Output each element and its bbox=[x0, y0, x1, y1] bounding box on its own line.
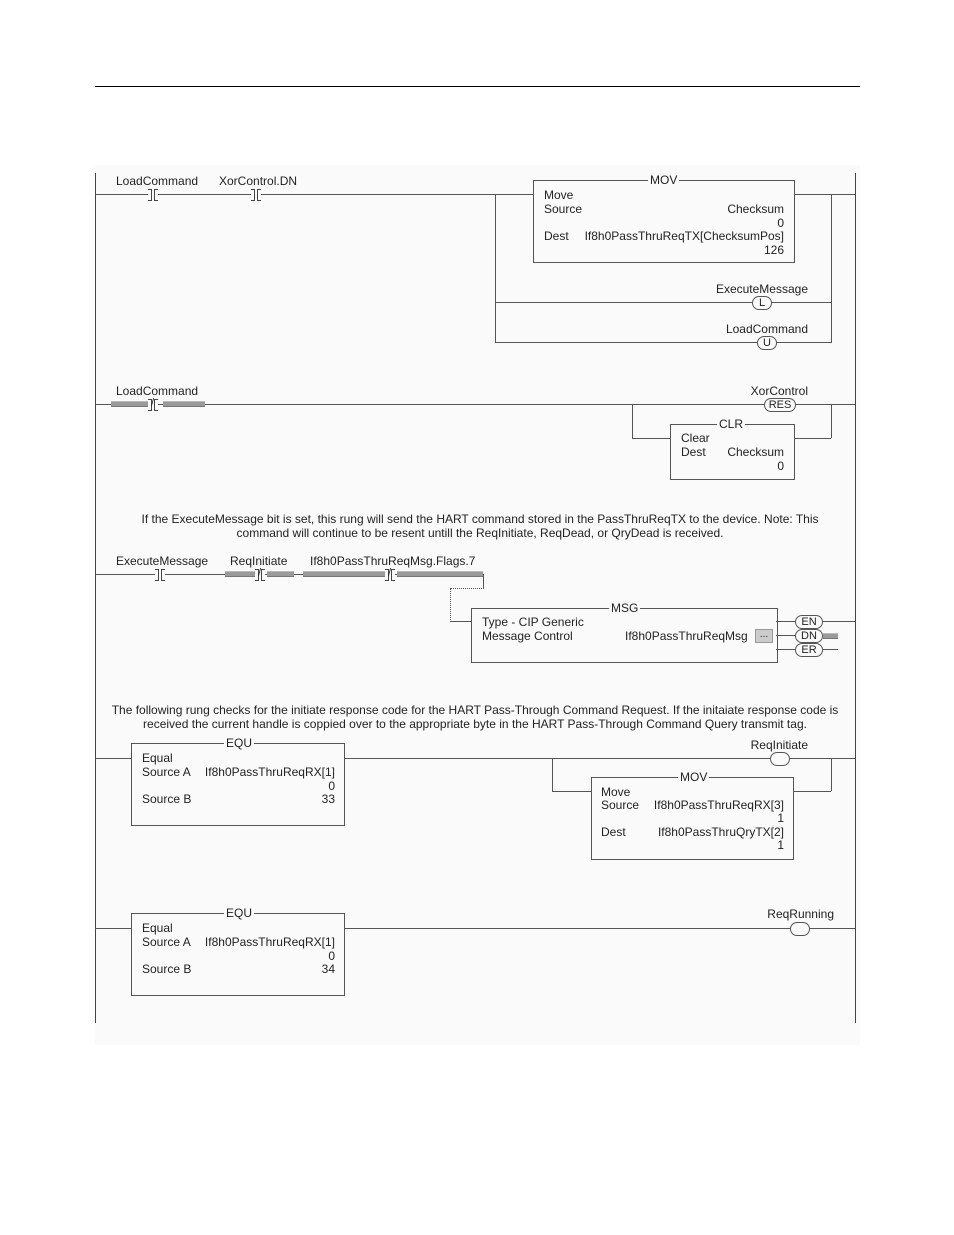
rung3-mov-source-value: 1 bbox=[777, 811, 784, 825]
rung3-mov-source-label: Source bbox=[601, 798, 640, 812]
rung0-coil2[interactable]: U bbox=[755, 336, 779, 350]
rung2-output-dn: DN bbox=[795, 629, 823, 643]
rung0-coil1-tag: ExecuteMessage bbox=[715, 282, 808, 296]
rung4-equ-b-value: 34 bbox=[321, 962, 335, 976]
rung0-coil1[interactable]: L bbox=[750, 296, 774, 310]
rung3-equ-a-value: 0 bbox=[328, 779, 335, 793]
header-rule bbox=[95, 86, 860, 87]
rung0-branch-left bbox=[495, 194, 496, 343]
rung1-clr-dest-label: Dest bbox=[681, 445, 706, 459]
rung3-mov-name: Move bbox=[601, 785, 631, 799]
rung2-msg-title: MSG bbox=[611, 601, 639, 615]
rung1-clr-title: CLR bbox=[719, 417, 744, 431]
rung3-equ-a-tag: If8h0PassThruReqRX[1] bbox=[204, 765, 335, 779]
rung0-mov-source-tag: Checksum bbox=[727, 202, 784, 216]
rung0-mov-block[interactable] bbox=[533, 173, 795, 263]
rung4-equ-a-tag: If8h0PassThruReqRX[1] bbox=[204, 935, 335, 949]
rung3-wire-a bbox=[95, 758, 131, 759]
rung2-out-er bbox=[776, 649, 796, 650]
rung0-branch-right bbox=[831, 194, 832, 343]
rung2-live-wire-a bbox=[225, 571, 257, 577]
rung3-equ-a-label: Source A bbox=[142, 765, 191, 779]
rung2-live-wire-b bbox=[267, 571, 294, 577]
rung3-mov-dest-label: Dest bbox=[601, 825, 626, 839]
rung2-contact1-tag: ExecuteMessage bbox=[116, 554, 209, 568]
rung3-equ-name: Equal bbox=[142, 751, 173, 765]
rung0-mov-title: MOV bbox=[650, 173, 678, 187]
rung2-msg-control-tag: If8h0PassThruReqMsg bbox=[625, 629, 748, 643]
rung2-msg-browse-button[interactable]: ... bbox=[755, 629, 773, 643]
rung1-clr-dest-tag: Checksum bbox=[727, 445, 784, 459]
rung2-msg-block[interactable] bbox=[471, 601, 778, 663]
rung3-mov-title: MOV bbox=[680, 770, 708, 784]
rung1-live-wire-b bbox=[163, 401, 205, 407]
rung1-clr-dest-value: 0 bbox=[777, 459, 784, 473]
rung2-dn-live bbox=[823, 633, 838, 639]
rung0-contact1-tag: LoadCommand bbox=[116, 174, 199, 188]
rung0-branch-top2 bbox=[794, 194, 855, 195]
rung0-mov-dest-tag: If8h0PassThruReqTX[ChecksumPos] bbox=[584, 229, 784, 243]
rung4-equ-b-label: Source B bbox=[142, 962, 192, 976]
rung1-coil-tag: XorControl bbox=[750, 384, 808, 398]
rung4-wire-a bbox=[95, 928, 131, 929]
rung1-branch-bot-l bbox=[632, 438, 670, 439]
rung3-branch-left bbox=[552, 758, 553, 791]
rung2-msg-in bbox=[450, 621, 471, 622]
rung2-msg-control-label: Message Control bbox=[482, 629, 573, 643]
rung4-wire-b bbox=[344, 928, 855, 929]
rung4-coil-tag: ReqRunning bbox=[767, 907, 834, 921]
rung0-contact1[interactable] bbox=[148, 189, 158, 199]
rung2-msg-type: Type - CIP Generic bbox=[482, 615, 584, 629]
rung4-coil[interactable] bbox=[788, 922, 812, 939]
ladder-diagram bbox=[95, 165, 860, 1045]
rung4-equ-name: Equal bbox=[142, 921, 173, 935]
rung2-contact2[interactable]: / bbox=[255, 569, 265, 579]
rung1-branch-bot-r bbox=[794, 438, 831, 439]
rung1-wire bbox=[95, 404, 855, 405]
rung4-equ-a-label: Source A bbox=[142, 935, 191, 949]
rung0-coil2-tag: LoadCommand bbox=[725, 322, 808, 336]
rung1-branch-left bbox=[632, 404, 633, 438]
rung1-contact[interactable]: / bbox=[148, 399, 158, 409]
rung1-branch-right bbox=[831, 404, 832, 438]
rung1-clr-block[interactable] bbox=[670, 417, 795, 480]
rung1-live-wire-a bbox=[111, 401, 151, 407]
rung3-mov-source-tag: If8h0PassThruReqRX[3] bbox=[653, 798, 784, 812]
rung0-contact2[interactable] bbox=[251, 189, 261, 199]
rung2-drop bbox=[483, 574, 484, 588]
rung0-branch-mid bbox=[495, 302, 831, 303]
rung0-contact2-tag: XorControl.DN bbox=[219, 174, 298, 188]
rung2-er-wire bbox=[823, 649, 838, 650]
rung3-equ-block[interactable] bbox=[131, 736, 345, 826]
rung2-output-er: ER bbox=[795, 643, 823, 657]
rung3-mov-dest-tag: If8h0PassThruQryTX[2] bbox=[657, 825, 784, 839]
rung2-out-dn bbox=[776, 635, 796, 636]
left-power-rail bbox=[95, 173, 96, 1023]
rung3-equ-b-value: 33 bbox=[321, 792, 335, 806]
rung3-branch-bot-r bbox=[793, 791, 831, 792]
rung2-live-wire-d bbox=[397, 571, 483, 577]
rung0-mov-dest-label: Dest bbox=[544, 229, 569, 243]
rung4-equ-a-value: 0 bbox=[328, 949, 335, 963]
rung3-mov-block[interactable] bbox=[591, 770, 794, 860]
rung2-contact3-tag: If8h0PassThruReqMsg.Flags.7 bbox=[310, 554, 476, 568]
rung2-comment: If the ExecuteMessage bit is set, this rung will send the HART command stored in the PassThruReqTX to the device. Note: This command will continue to be resent untill the ReqInitiate, ReqDead, or QryDead is received. bbox=[141, 512, 819, 540]
rung0-mov-name: Move bbox=[544, 188, 574, 202]
rung3-equ-b-label: Source B bbox=[142, 792, 192, 806]
rung0-mov-source-value: 0 bbox=[777, 216, 784, 230]
rung2-contact3[interactable]: / bbox=[385, 569, 395, 579]
rung0-mov-source-label: Source bbox=[544, 202, 583, 216]
rung2-contact1[interactable] bbox=[155, 569, 165, 579]
rung4-equ-title: EQU bbox=[226, 906, 253, 920]
rung4-equ-block[interactable] bbox=[131, 906, 345, 996]
rung1-clr-name: Clear bbox=[681, 431, 710, 445]
rung1-contact-tag: LoadCommand bbox=[116, 384, 199, 398]
rung3-coil[interactable] bbox=[768, 752, 792, 769]
rung0-branch-bot bbox=[495, 342, 831, 343]
rung2-en-wire bbox=[823, 621, 855, 622]
right-power-rail bbox=[855, 173, 856, 1023]
rung3-equ-title: EQU bbox=[226, 736, 253, 750]
rung1-coil[interactable]: RES bbox=[760, 398, 800, 412]
rung2-output-en: EN bbox=[795, 615, 823, 629]
rung2-contact2-tag: ReqInitiate bbox=[230, 554, 288, 568]
rung2-out-en bbox=[776, 621, 796, 622]
rung3-branch-right bbox=[831, 758, 832, 791]
rung2-live-wire-c bbox=[303, 571, 387, 577]
rung3-comment: The following rung checks for the initiate response code for the HART Pass-Through Command Request. If the initaiate response code is received the current handle is coppied over to the appropriate byte in the HART Pass-Through Command Query transmit tag. bbox=[111, 703, 839, 731]
rung0-branch-top bbox=[495, 194, 533, 195]
rung3-coil-tag: ReqInitiate bbox=[750, 738, 808, 752]
rung3-branch-bot-l bbox=[552, 791, 591, 792]
rung3-mov-dest-value: 1 bbox=[777, 838, 784, 852]
rung0-mov-dest-value: 126 bbox=[763, 243, 784, 257]
